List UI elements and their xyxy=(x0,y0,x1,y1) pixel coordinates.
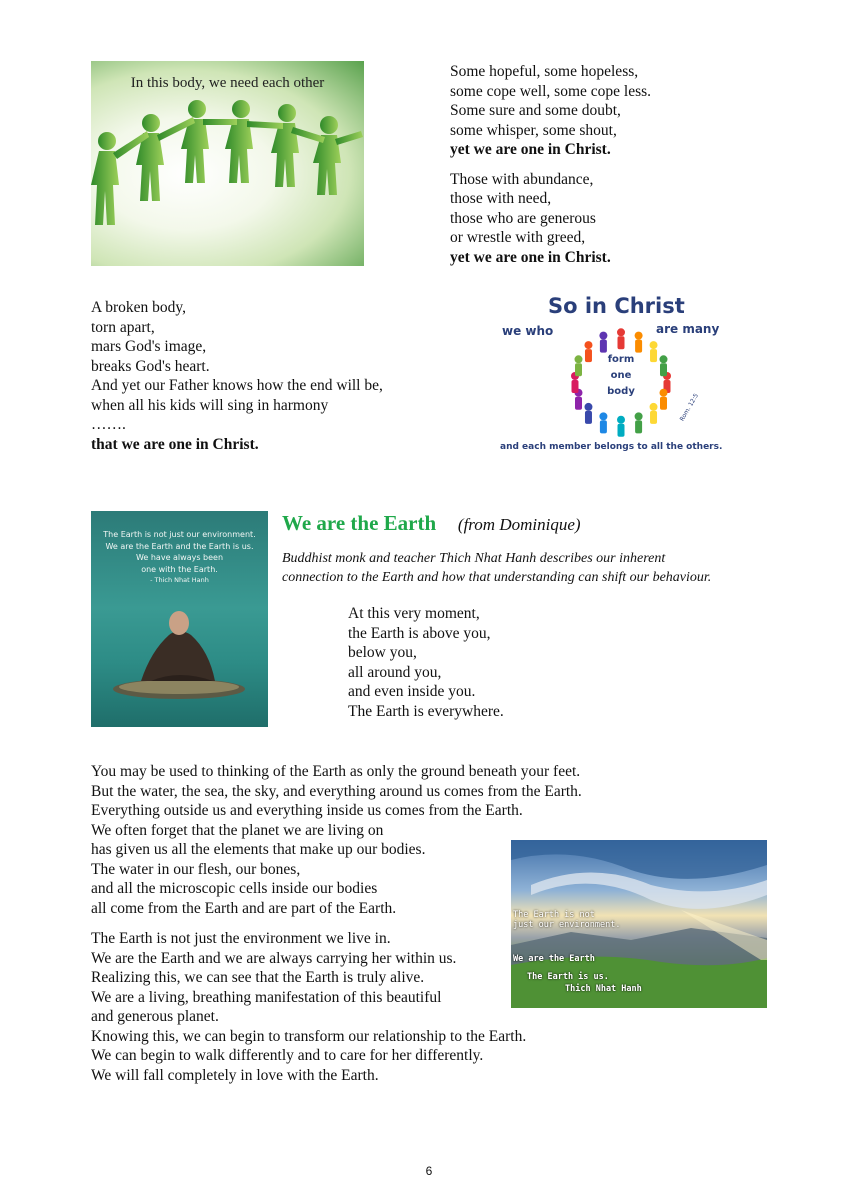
poem-line: when all his kids will sing in harmony xyxy=(91,396,329,414)
paragraph-line: The Earth is not just the environment we live in. xyxy=(91,930,391,947)
section-title: We are the Earth xyxy=(282,511,437,535)
poem-line: Some sure and some doubt, xyxy=(450,102,621,119)
image-caption: In this body, we need each other xyxy=(130,75,325,91)
poem-line: or wrestle with greed, xyxy=(450,229,586,246)
paragraph-1 xyxy=(91,762,582,918)
figure-body xyxy=(585,349,592,362)
poem-right xyxy=(450,62,651,267)
figure-head xyxy=(575,355,583,363)
paragraph-line: and generous planet. xyxy=(91,1008,219,1025)
land-quote-line: Thich Nhat Hanh xyxy=(565,984,642,994)
paragraph-line: and all the microscopic cells inside our bodies xyxy=(91,880,378,897)
paragraph-line: has given us all the elements that make up our bodies. xyxy=(91,841,426,858)
poem-line: those with need, xyxy=(450,190,552,207)
verse-line: the Earth is above you, xyxy=(348,624,491,642)
poem-line: A broken body, xyxy=(91,299,186,316)
land-quote-line: We are the Earth xyxy=(513,954,595,964)
intro-line: Buddhist monk and teacher Thich Nhat Hanh describes our inherent xyxy=(282,551,666,566)
verse-line: and even inside you. xyxy=(348,683,476,700)
figure-head xyxy=(650,341,658,349)
poem-line: Those with abundance, xyxy=(450,170,594,188)
section-subtitle: (from Dominique) xyxy=(457,515,581,534)
figure-head xyxy=(635,332,643,340)
poem-line: ……. xyxy=(91,416,126,433)
image-text-right: are many xyxy=(656,322,720,336)
intro-line: connection to the Earth and how that understanding can shift our behaviour. xyxy=(282,570,712,585)
paragraph-2 xyxy=(91,929,526,1085)
figure-head xyxy=(599,332,607,340)
landscape-image xyxy=(511,840,767,1008)
middle-word: form xyxy=(607,354,635,365)
land-quote-line: just our environment. xyxy=(513,920,621,930)
figure-head xyxy=(617,416,625,424)
paragraph-line: But the water, the sea, the sky, and everything around us comes from the Earth. xyxy=(91,782,582,800)
middle-word: body xyxy=(607,386,635,397)
paragraph-line: We are a living, breathing manifestation of this beautiful xyxy=(91,988,442,1006)
figure-head xyxy=(659,389,667,397)
section-heading xyxy=(282,511,581,536)
so-in-christ-image xyxy=(496,292,742,458)
quote-line: We are the Earth and the Earth is us. xyxy=(105,541,254,551)
figure-body xyxy=(660,363,667,376)
land-quote-line: The Earth is us. xyxy=(527,972,609,982)
figure-body xyxy=(575,397,582,410)
figure-head xyxy=(584,403,592,411)
earth-verse xyxy=(348,604,504,721)
paragraph-line: We can begin to walk differently and to care for her differently. xyxy=(91,1047,484,1064)
figure-body xyxy=(618,424,625,437)
paragraph-line: all come from the Earth and are part of the Earth. xyxy=(91,899,397,917)
quote-line: - Thich Nhat Hanh xyxy=(150,576,209,584)
middle-word: one xyxy=(610,370,632,381)
figure-body xyxy=(585,411,592,424)
paragraph-line: We often forget that the planet we are living on xyxy=(91,821,384,839)
poem-line: mars God's image, xyxy=(91,338,207,355)
verse-line: all around you, xyxy=(348,663,442,681)
figure-body xyxy=(650,349,657,362)
figure-body xyxy=(660,397,667,410)
verse-line: below you, xyxy=(348,644,417,661)
image-text-middle xyxy=(596,352,646,400)
figure-head xyxy=(584,341,592,349)
figure-head xyxy=(659,355,667,363)
poem-left xyxy=(91,298,383,454)
scripture-reference: Rom. 12:5 xyxy=(678,392,701,423)
people-chain-image xyxy=(91,61,364,266)
paragraph-line: Realizing this, we can see that the Earth is truly alive. xyxy=(91,969,425,986)
figure-body xyxy=(635,340,642,353)
paragraph-line: We will fall completely in love with the Earth. xyxy=(91,1066,379,1084)
poem-line: those who are generous xyxy=(450,209,596,227)
image-text-bottom: and each member belongs to all the others. xyxy=(500,442,723,452)
poem-line: some whisper, some shout, xyxy=(450,121,617,139)
paragraph-line: You may be used to thinking of the Earth as only the ground beneath your feet. xyxy=(91,763,581,780)
section-intro xyxy=(282,549,711,587)
verse-line: At this very moment, xyxy=(348,605,480,622)
quote-line: We have always been xyxy=(135,553,224,562)
poem-refrain: that we are one in Christ. xyxy=(91,435,259,453)
figure-body xyxy=(600,340,607,353)
quote-line: The Earth is not just our environment. xyxy=(103,530,256,539)
monk-image xyxy=(91,511,268,727)
figure-head xyxy=(599,412,607,420)
poem-line: Some hopeful, some hopeless, xyxy=(450,63,639,80)
poem-refrain: yet we are one in Christ. xyxy=(450,141,611,158)
figure-body xyxy=(600,420,607,433)
paragraph-line: Everything outside us and everything inside us comes from the Earth. xyxy=(91,802,523,819)
monk-figure xyxy=(91,511,268,727)
figure-body xyxy=(618,336,625,349)
figure-head xyxy=(635,412,643,420)
figure-body xyxy=(635,420,642,433)
paragraph-line: The water in our flesh, our bones, xyxy=(91,860,301,878)
poem-line: some cope well, some cope less. xyxy=(450,82,652,100)
verse-line: The Earth is everywhere. xyxy=(348,702,504,720)
land-quote-line: The Earth is not xyxy=(513,910,595,920)
image-text-left: we who xyxy=(502,324,554,338)
figure-head xyxy=(617,328,625,336)
poem-line: breaks God's heart. xyxy=(91,357,210,375)
poem-line: And yet our Father knows how the end will be, xyxy=(91,377,383,394)
figure-body xyxy=(650,411,657,424)
page-number: 6 xyxy=(425,1164,433,1178)
quote-line: one with the Earth. xyxy=(141,564,218,574)
image-title: So in Christ xyxy=(548,294,685,318)
figure-head xyxy=(650,403,658,411)
poem-line: torn apart, xyxy=(91,318,155,336)
figure-body xyxy=(575,363,582,376)
paragraph-line: Knowing this, we can begin to transform our relationship to the Earth. xyxy=(91,1027,527,1045)
poem-refrain: yet we are one in Christ. xyxy=(450,248,611,266)
paragraph-line: We are the Earth and we are always carrying her within us. xyxy=(91,949,457,967)
figure-body xyxy=(572,380,579,393)
